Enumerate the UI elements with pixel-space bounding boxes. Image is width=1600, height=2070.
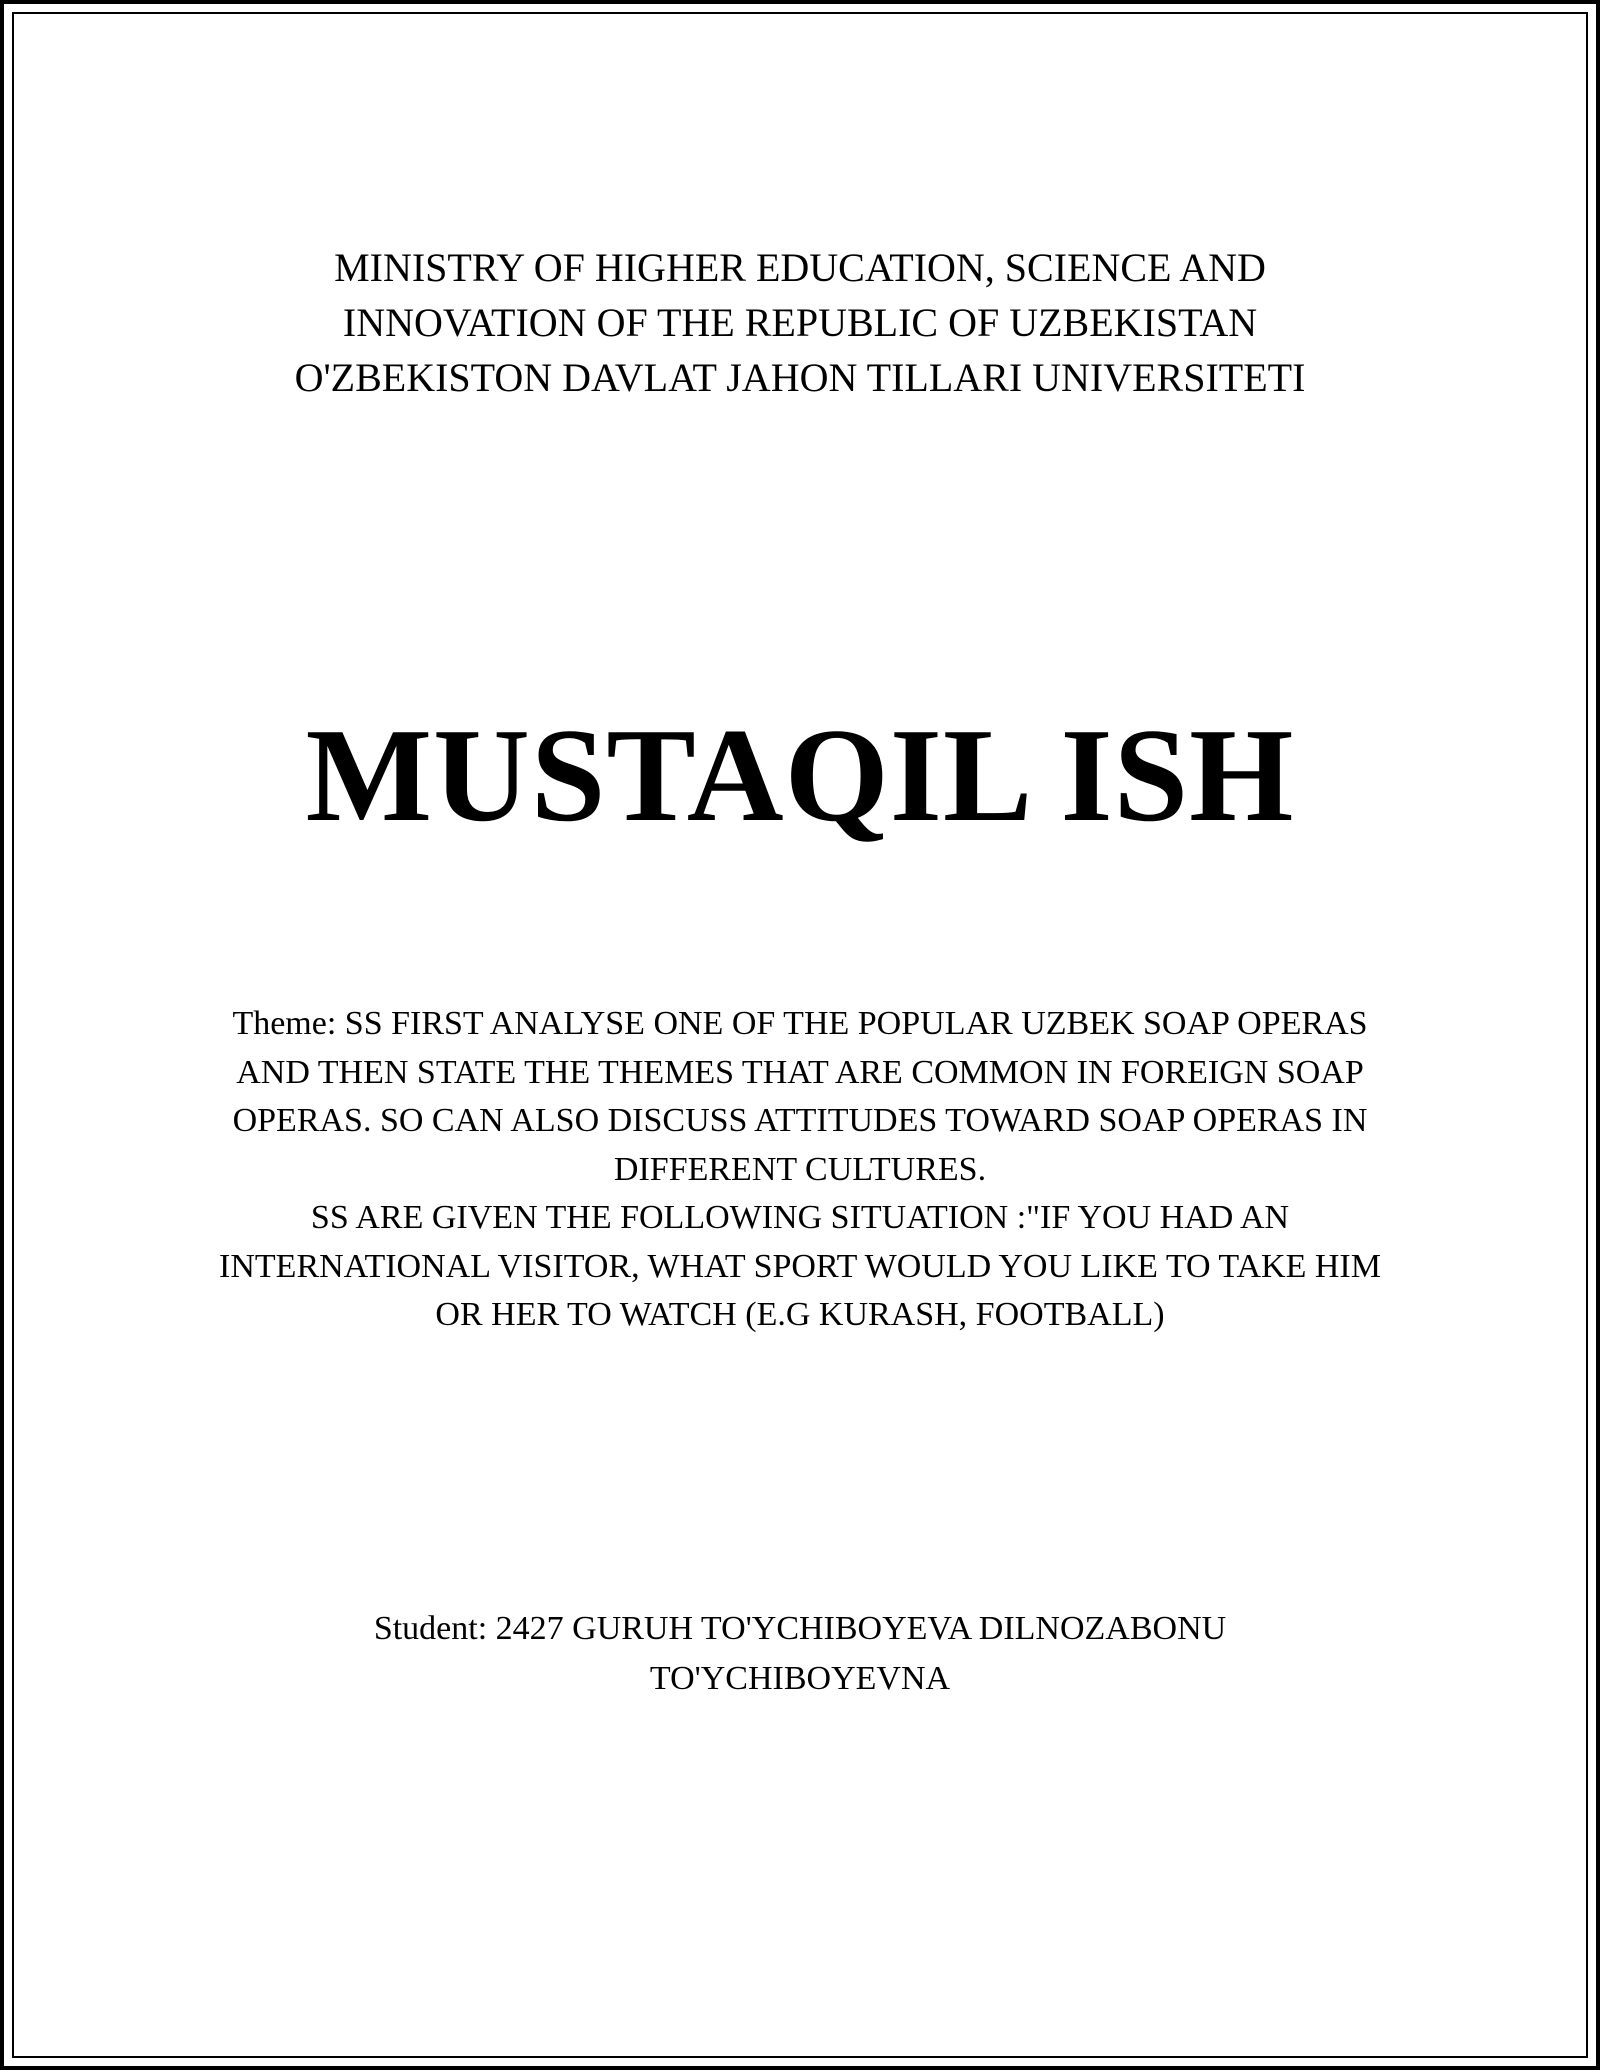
header-line-university: O'ZBEKISTON DAVLAT JAHON TILLARI UNIVERSITETI	[294, 355, 1306, 400]
header-line-ministry: MINISTRY OF HIGHER EDUCATION, SCIENCE AND	[334, 245, 1266, 290]
document-title: MUSTAQIL ISH	[305, 701, 1295, 849]
header-line-republic: INNOVATION OF THE REPUBLIC OF UZBEKISTAN	[342, 300, 1258, 345]
institution-header	[0, 240, 1600, 405]
theme-section	[200, 1000, 1400, 1340]
student-info: Student: 2427 GURUH TO'YCHIBOYEVA DILNOZABONU TO'YCHIBOYEVNA	[373, 1610, 1227, 1697]
theme-paragraph-2: SS ARE GIVEN THE FOLLOWING SITUATION :"IF YOU HAD AN INTERNATIONAL VISITOR, WHAT SPORT WOULD YOU LIKE TO TAKE HIM OR HER TO WATCH (E.G KURASH, FOOTBALL)	[219, 1199, 1381, 1333]
theme-paragraph-1: Theme: SS FIRST ANALYSE ONE OF THE POPULAR UZBEK SOAP OPERAS AND THEN STATE THE THEMES THAT ARE COMMON IN FOREIGN SOAP OPERAS. SO CAN ALSO DISCUSS ATTITUDES TOWARD SOAP OPERAS IN DIFFERENT CULTURES.	[232, 1005, 1368, 1188]
